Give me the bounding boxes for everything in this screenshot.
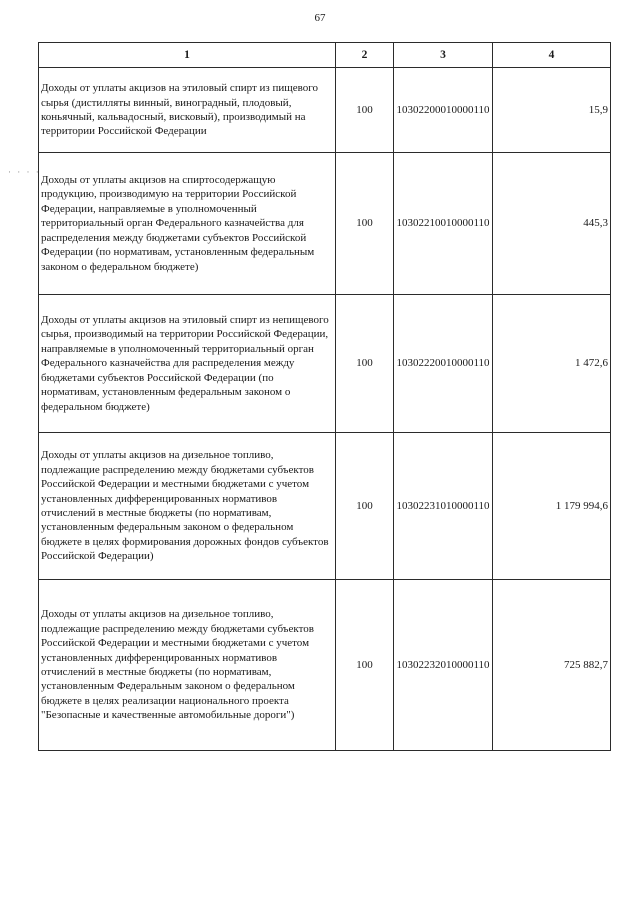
table-row (39, 153, 611, 295)
column-header-2: 2 (336, 43, 394, 68)
row-description: Доходы от уплаты акцизов на дизельное топливо, подлежащие распределению между бюджетами субъектов Российской Федерации и местными бюджетами с учетом установленных дифференцированных нормативов отчислений в местные бюджеты (по нормативам, установленным федеральным законом о федеральном бюджете в целях формирования дорожных фондов субъектов Российской Федерации) (39, 433, 336, 580)
revenue-table (38, 42, 611, 751)
margin-mark: · · · · (8, 167, 41, 177)
row-description: Доходы от уплаты акцизов на этиловый спирт из непищевого сырья, производимый на территории Российской Федерации, направляемые в уполномоченный территориальный орган Федерального казначейства для распределения между бюджетами субъектов Российской Федерации (по нормативам, установленным федеральным законом о федеральном бюджете) (39, 295, 336, 433)
row-description: Доходы от уплаты акцизов на дизельное топливо, подлежащие распределению между бюджетами субъектов Российской Федерации и местными бюджетами с учетом установленных дифференцированных нормативов отчислений в местные бюджеты (по нормативам, установленным Федеральным законом о федеральном бюджете в целях реализации национального проекта "Безопасные и качественные автомобильные дороги") (39, 580, 336, 751)
row-admin-code: 100 (336, 153, 394, 295)
table-row (39, 433, 611, 580)
row-description: Доходы от уплаты акцизов на этиловый спирт из пищевого сырья (дистилляты винный, виноградный, плодовый, коньячный, кальвадосный, висковый), производимый на территории Российской Федерации (39, 68, 336, 153)
row-amount: 725 882,7 (493, 580, 611, 751)
row-kbk-code: 10302200010000110 (394, 68, 493, 153)
column-header-4: 4 (493, 43, 611, 68)
table-row (39, 295, 611, 433)
row-amount: 445,3 (493, 153, 611, 295)
page-number: 67 (314, 12, 326, 24)
row-kbk-code: 10302231010000110 (394, 433, 493, 580)
row-admin-code: 100 (336, 68, 394, 153)
table-row (39, 580, 611, 751)
row-admin-code: 100 (336, 295, 394, 433)
row-amount: 1 472,6 (493, 295, 611, 433)
row-admin-code: 100 (336, 433, 394, 580)
row-kbk-code: 10302220010000110 (394, 295, 493, 433)
row-kbk-code: 10302210010000110 (394, 153, 493, 295)
row-amount: 1 179 994,6 (493, 433, 611, 580)
row-admin-code: 100 (336, 580, 394, 751)
row-description: Доходы от уплаты акцизов на спиртосодержащую продукцию, производимую на территории Российской Федерации, направляемые в уполномоченный территориальный орган Федерального казначейства для распределения между бюджетами субъектов Российской Федерации (по нормативам, установленным федеральным законом о федеральном бюджете) (39, 153, 336, 295)
row-kbk-code: 10302232010000110 (394, 580, 493, 751)
table-header-row (39, 43, 611, 68)
table-row (39, 68, 611, 153)
column-header-1: 1 (39, 43, 336, 68)
column-header-3: 3 (394, 43, 493, 68)
row-amount: 15,9 (493, 68, 611, 153)
